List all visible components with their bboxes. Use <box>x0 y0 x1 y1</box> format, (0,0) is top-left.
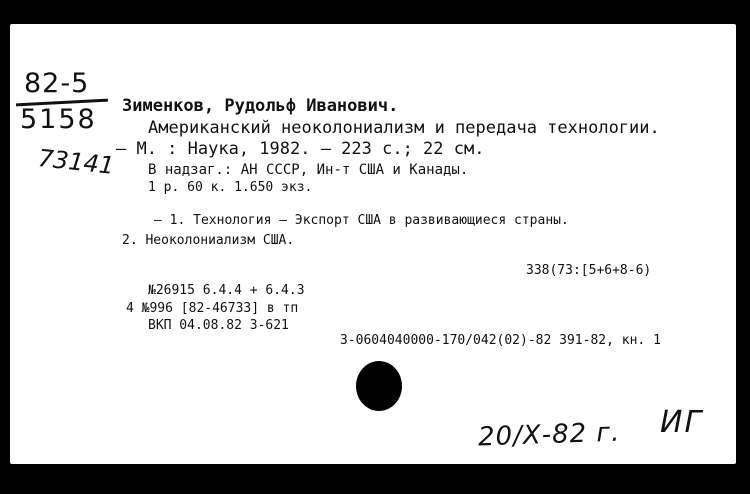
note-line: В надзаг.: АН СССР, Ин-т США и Канады. <box>148 162 469 178</box>
call-number-bottom: 5158 <box>20 104 97 135</box>
handwritten-initials: ИГ <box>660 405 704 440</box>
subject-line-2: 2. Неоколониализм США. <box>122 233 295 248</box>
classification-index: 338(73:[5+6+8-6) <box>526 263 652 278</box>
title-line: Американский неоколониализм и передача технологии. <box>148 118 660 138</box>
price-line: 1 р. 60 к. 1.650 экз. <box>148 180 313 195</box>
imprint-line: — М. : Наука, 1982. — 223 с.; 22 см. <box>116 139 485 159</box>
inventory-number: 73141 <box>36 144 116 180</box>
punch-hole <box>356 361 402 411</box>
control-line-1: №26915 6.4.4 + 6.4.3 <box>148 283 305 298</box>
call-number-top: 82-5 <box>24 68 90 99</box>
handwritten-date: 20/Х-82 г. <box>477 417 621 453</box>
catalog-code: 3-0604040000-170/042(02)-82 391-82, кн. 1 <box>340 333 661 348</box>
control-line-2: 4 №996 [82-46733] в тп <box>126 301 299 316</box>
subject-line-1: — 1. Технология — Экспорт США в развивающиеся страны. <box>154 213 569 228</box>
author-heading: Зименков, Рудольф Иванович. <box>122 96 399 116</box>
control-line-3: ВКП 04.08.82 3-621 <box>148 318 289 333</box>
